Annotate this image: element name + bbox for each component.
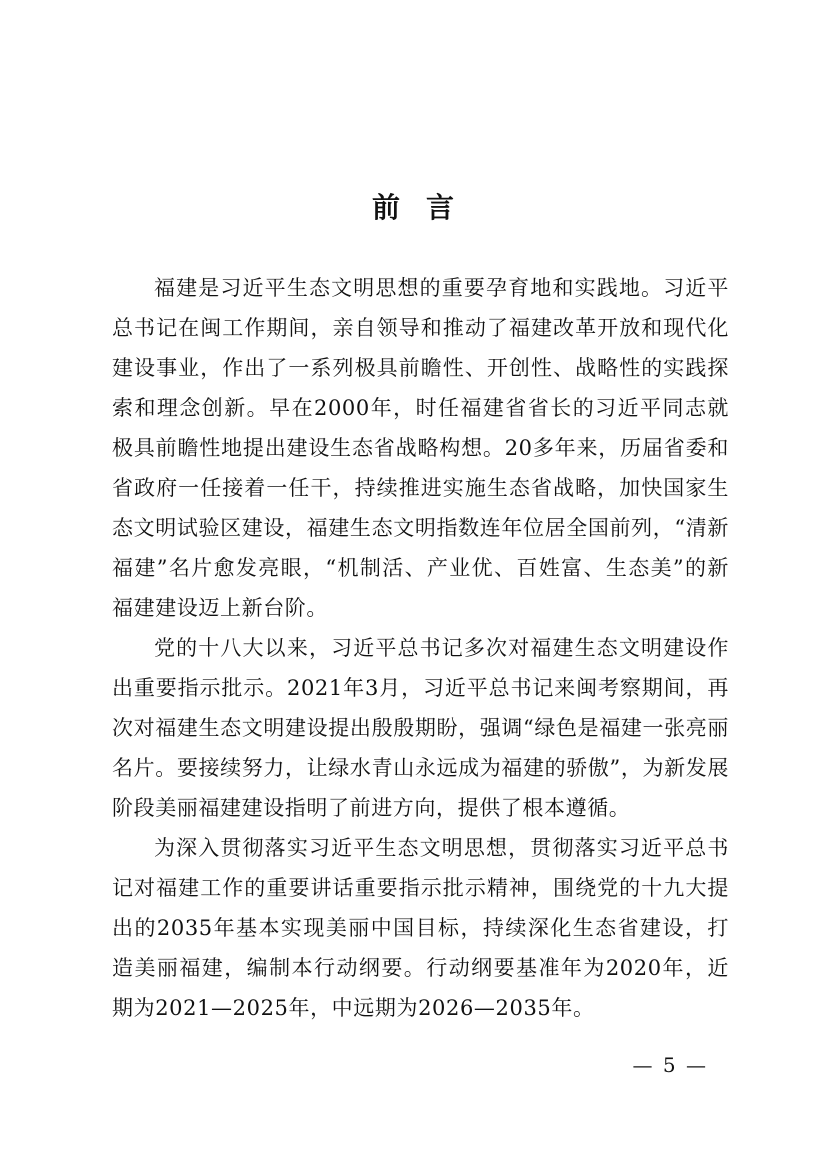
page-number: — 5 —: [632, 1053, 708, 1077]
paragraph-1: 福建是习近平生态文明思想的重要孕育地和实践地。习近平总书记在闽工作期间，亲自领导和推动了福建改革开放和现代化建设事业，作出了一系列极具前瞻性、开创性、战略性的实践探索和理念创新。早在2000年，时任福建省省长的习近平同志就极具前瞻性地提出建设生态省战略构想。20多年来，历届省委和省政府一任接着一任干，持续推进实施生态省战略，加快国家生态文明试验区建设，福建生态文明指数连年位居全国前列，“清新福建”名片愈发亮眼，“机制活、产业优、百姓富、生态美”的新福建建设迈上新台阶。: [112, 276, 729, 620]
paragraph-3: 为深入贯彻落实习近平生态文明思想，贯彻落实习近平总书记对福建工作的重要讲话重要指示批示精神，围绕党的十九大提出的2035年基本实现美丽中国目标，持续深化生态省建设，打造美丽福建，编制本行动纲要。行动纲要基准年为2020年，近期为2021—2025年，中远期为2026—2035年。: [112, 836, 729, 1020]
body-text: [112, 268, 729, 1028]
page-title: 前言: [371, 191, 480, 224]
paragraph-2: 党的十八大以来，习近平总书记多次对福建生态文明建设作出重要指示批示。2021年3月，习近平总书记来闽考察期间，再次对福建生态文明建设提出殷殷期盼，强调“绿色是福建一张亮丽名片。要接续努力，让绿水青山永远成为福建的骄傲”，为新发展阶段美丽福建建设指明了前进方向，提供了根本遵循。: [112, 636, 729, 820]
